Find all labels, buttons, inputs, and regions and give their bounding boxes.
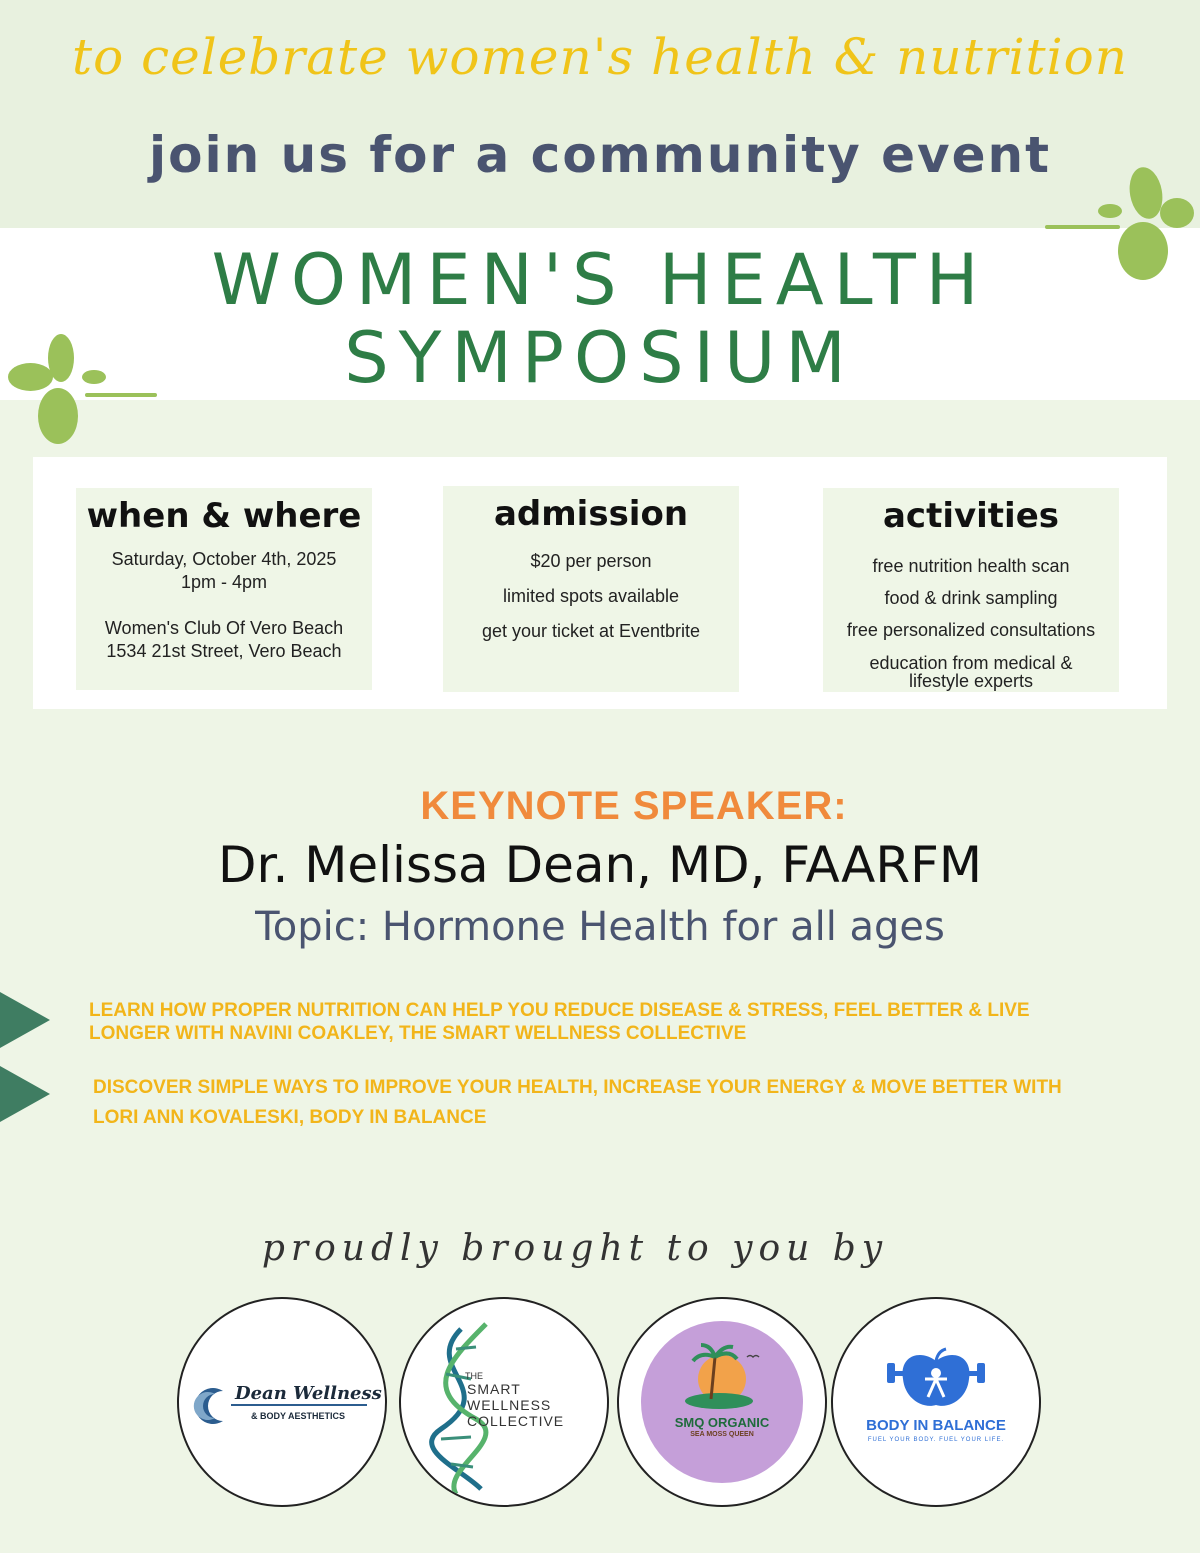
sponsor-logo-smq-organic: [617, 1297, 827, 1507]
event-title-line2: SYMPOSIUM: [344, 317, 856, 399]
venue-address: 1534 21st Street, Vero Beach: [106, 641, 342, 661]
event-title-line1: WOMEN'S HEALTH: [211, 239, 989, 321]
sponsor-logo-dean-wellness: [177, 1297, 387, 1507]
bullet-line: LEARN HOW PROPER NUTRITION CAN HELP YOU REDUCE DISEASE & STRESS, FEEL BETTER & LIVE: [89, 1000, 1030, 1021]
bullet-line: DISCOVER SIMPLE WAYS TO IMPROVE YOUR HEALTH, INCREASE YOUR ENERGY & MOVE BETTER WITH: [93, 1077, 1062, 1098]
card-activities: [823, 488, 1119, 692]
sponsor-subtitle: & BODY AESTHETICS: [251, 1411, 346, 1421]
bullet-line: LORI ANN KOVALESKI, BODY IN BALANCE: [93, 1107, 487, 1128]
sponsor-name: THE: [465, 1371, 483, 1381]
sponsor-subtitle: SEA MOSS QUEEN: [690, 1431, 754, 1438]
sponsor-logo-smart-wellness: [399, 1297, 609, 1507]
sponsor-subtitle: FUEL YOUR BODY. FUEL YOUR LIFE.: [867, 1437, 1005, 1443]
activity-item: education from medical &: [869, 653, 1073, 673]
tagline-script: to celebrate women's health & nutrition: [72, 28, 1128, 86]
bullet-2: [93, 1073, 1062, 1133]
activity-item: food & drink sampling: [884, 588, 1058, 608]
activity-item: lifestyle experts: [908, 671, 1034, 691]
sponsor-name: BODY IN BALANCE: [866, 1417, 1006, 1434]
arrow-bullet-icon: [0, 1066, 50, 1122]
admission-tickets: get your ticket at Eventbrite: [481, 621, 701, 641]
bullet-1: [89, 999, 1030, 1045]
sponsor-name: Dean Wellness: [235, 1383, 382, 1404]
event-date: Saturday, October 4th, 2025: [111, 549, 337, 569]
sponsors-heading: proudly brought to you by: [261, 1228, 889, 1269]
arrow-bullet-icon: [0, 992, 50, 1048]
sponsor-logo-body-in-balance: [831, 1297, 1041, 1507]
spacer: [76, 594, 372, 617]
sponsor-name: WELLNESS: [467, 1397, 552, 1413]
card-when-where: [76, 488, 372, 690]
join-heading: join us for a community event: [148, 126, 1052, 184]
event-time: 1pm - 4pm: [180, 572, 268, 592]
card-title: admission: [493, 494, 689, 534]
palm-island-icon: [619, 1299, 825, 1505]
sponsor-name: SMQ ORGANIC: [674, 1415, 770, 1430]
card-title: activities: [882, 496, 1060, 536]
activity-item: free nutrition health scan: [872, 556, 1070, 576]
card-title: when & where: [86, 496, 362, 536]
card-admission: [443, 486, 739, 692]
speaker-name: Dr. Melissa Dean, MD, FAARFM: [218, 836, 982, 894]
sponsor-name: COLLECTIVE: [467, 1413, 565, 1429]
bullet-line: LONGER WITH NAVINI COAKLEY, THE SMART WELLNESS COLLECTIVE: [89, 1023, 747, 1044]
venue-name: Women's Club Of Vero Beach: [104, 618, 344, 638]
admission-price: $20 per person: [530, 551, 652, 571]
keynote-label: KEYNOTE SPEAKER:: [420, 784, 848, 828]
sponsor-name: SMART: [467, 1381, 521, 1397]
admission-spots: limited spots available: [502, 586, 680, 606]
activity-item: free personalized consultations: [846, 620, 1096, 640]
topic: Topic: Hormone Health for all ages: [255, 904, 945, 950]
apple-dumbbell-icon: [833, 1299, 1039, 1505]
